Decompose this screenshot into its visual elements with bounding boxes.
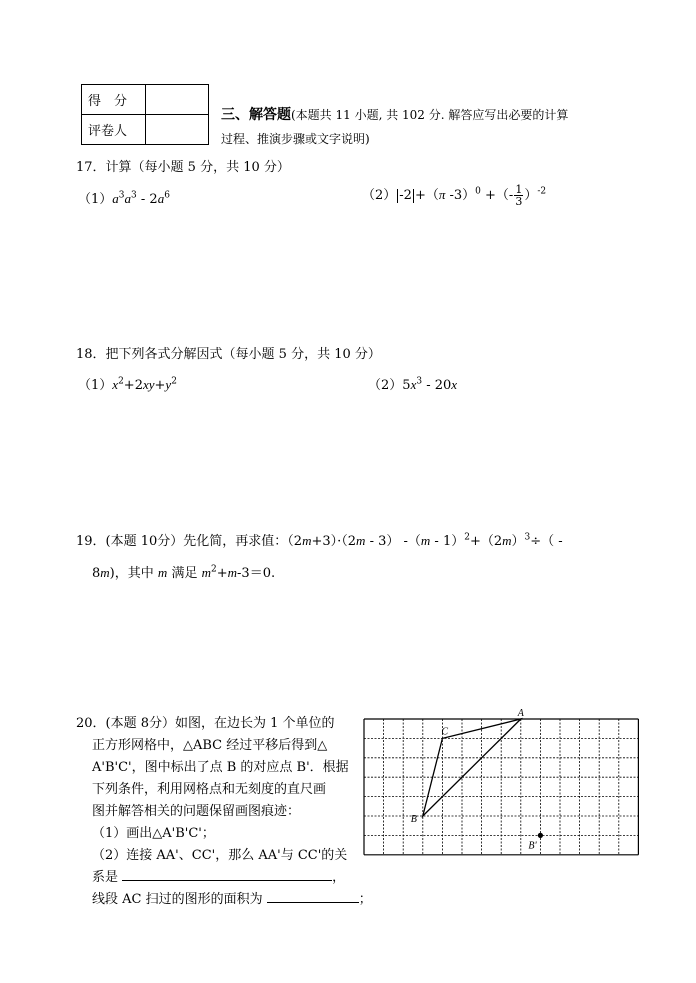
q17-heading: 17．计算（每小题 5 分，共 10 分） <box>76 160 290 175</box>
q18-part1: $(1)x^2+2xy+y^2$ <box>78 376 177 393</box>
label-b: B <box>410 814 417 825</box>
q19-line1: 19．(本题 10分）先化简，再求值：（2m+3）·（2m - 3） $-(m - 1)^2+(2m)^3\div$（ - <box>76 532 563 549</box>
label-bp: B' <box>528 840 537 852</box>
q20-line1: 20．(本题 8分）如图，在边长为 1 个单位的 <box>76 716 335 731</box>
fraction-one-third: $\frac{1}{3}$ <box>515 183 523 208</box>
score-label: 得 分 <box>82 85 146 115</box>
grader-cell[interactable] <box>146 115 209 145</box>
q20-line9: 线段 AC 扫过的图形的面积为 ； <box>92 892 372 907</box>
q18-part2: $(2)5x^3 - 20x$ <box>368 376 458 393</box>
score-cell[interactable] <box>146 85 209 115</box>
score-table <box>81 84 209 145</box>
q20-line5: 图并解答相关的问题保留画图痕迹： <box>92 804 301 819</box>
q20-line8: 系是 ， <box>92 870 346 885</box>
answer-blank-area[interactable] <box>267 892 359 903</box>
q17-part2: （2） -2 +（π -3）$^0$ +（- $\frac{1}{3}$ ）$^{-2}$ <box>362 183 547 208</box>
point-b-prime <box>538 833 543 838</box>
q20-line3: A'B'C'，图中标出了点 B 的对应点 B'．根据 <box>92 760 349 775</box>
answer-blank-relation[interactable] <box>122 870 332 881</box>
q20-line4: 下列条件，利用网格点和无刻度的直尺画 <box>92 782 327 797</box>
q18-heading: 18．把下列各式分解因式（每小题 5 分，共 10 分） <box>76 347 381 362</box>
point-labels <box>411 708 538 851</box>
section-heading: 三、解答题(本题共 11 小题, 共 102 分. 解答应写出必要的计算 <box>221 107 569 123</box>
q17-part1: $(1)a^3a^3 - 2a^6$ <box>78 190 170 207</box>
grid-lines <box>364 719 638 855</box>
q20-line2: 正方形网格中，△ABC 经过平移后得到△ <box>92 738 328 753</box>
q19-line2: 8m)，其中 m 满足 $m^2+m-3=0$. <box>92 564 276 581</box>
label-c: C <box>441 726 449 738</box>
q20-line7: （2）连接 AA'、CC'，那么 AA'与 CC'的关 <box>92 848 348 863</box>
grid-figure <box>360 708 642 860</box>
q20-line6: （1）画出△A'B'C'； <box>92 826 215 841</box>
section-desc: 过程、推演步骤或文字说明) <box>221 132 370 146</box>
label-a: A <box>517 708 524 719</box>
triangle-abc-outline <box>423 719 521 816</box>
grader-label: 评卷人 <box>82 115 146 145</box>
